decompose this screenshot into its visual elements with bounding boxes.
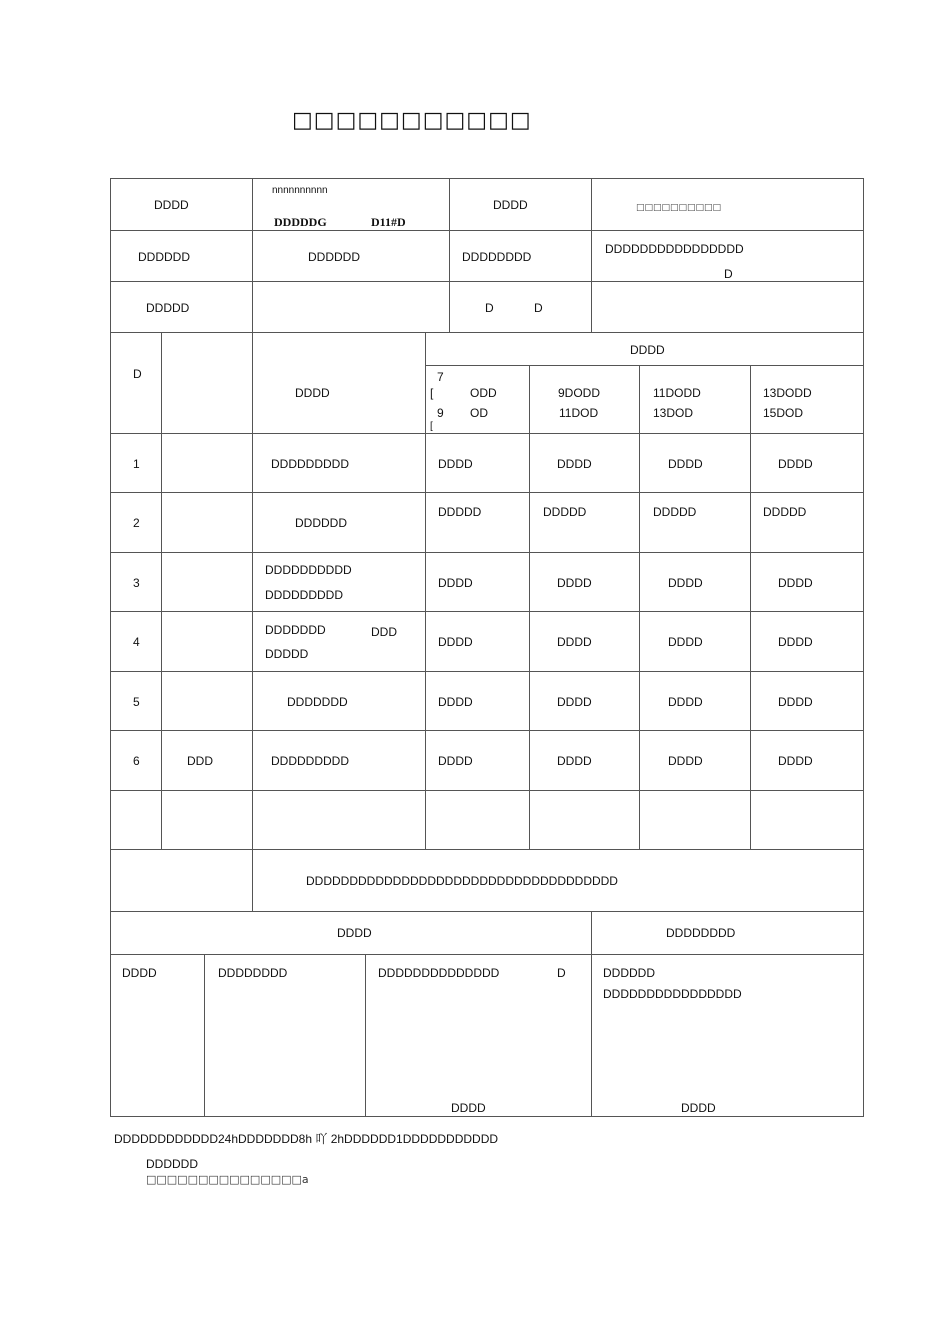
row-item: DDDDDDD: [287, 695, 348, 709]
header-cell-r1c2-b: D11#D: [371, 215, 406, 229]
row-item: DDDDDDD: [265, 623, 326, 637]
header-cell-r3c1: DDDDD: [146, 301, 190, 315]
footer-note-3: □□□□□□□□□□□□□□□a: [146, 1173, 309, 1186]
row-cell: DDDD: [778, 695, 813, 709]
row-cell: DDDD: [668, 576, 703, 590]
row-item: DDD: [371, 625, 397, 639]
no-column-label: D: [133, 367, 142, 381]
row-cell: DDDD: [557, 576, 592, 590]
sign-cell-3-a: DDDDDDDDDDDDDD: [378, 966, 500, 980]
footer-note-2: DDDDDD: [146, 1157, 198, 1171]
row-cell: DDDD: [668, 695, 703, 709]
header-cell-r1c2-a: DDDDDG: [274, 215, 327, 229]
time-col-1-d: 9: [437, 406, 444, 420]
time-col-4-b: 15DOD: [763, 406, 804, 420]
time-col-1-e: OD: [470, 406, 488, 420]
row-number: 1: [133, 457, 140, 471]
row-col2: DDD: [187, 754, 213, 768]
header-cell-r1c2-top: nnnnnnnnnn: [272, 185, 328, 196]
sign-cell-3-bottom: DDDD: [451, 1101, 486, 1115]
time-col-1-b: [: [430, 386, 434, 400]
time-col-1-a: 7: [437, 370, 444, 384]
row-item: DDDDDDDDD: [271, 457, 349, 471]
row-cell: DDDDD: [763, 505, 807, 519]
row-number: 4: [133, 635, 140, 649]
header-cell-r1c3: DDDD: [493, 198, 528, 212]
header-cell-r3c3-b: D: [534, 301, 543, 315]
row-cell: DDDD: [438, 695, 473, 709]
row-cell: DDDD: [438, 576, 473, 590]
row-cell: DDDD: [778, 635, 813, 649]
header-cell-r2c3: DDDDDDDD: [462, 250, 532, 264]
header-cell-r2c2: DDDDDD: [308, 250, 360, 264]
header-cell-r3c3-a: D: [485, 301, 494, 315]
time-col-3-b: 13DOD: [653, 406, 694, 420]
sign-left-header: DDDD: [337, 926, 372, 940]
row-cell: DDDD: [438, 457, 473, 471]
row-cell: DDDD: [557, 635, 592, 649]
row-cell: DDDD: [668, 457, 703, 471]
row-cell: DDDD: [778, 576, 813, 590]
row-number: 6: [133, 754, 140, 768]
sign-cell-3-b: D: [557, 966, 566, 980]
sign-cell-2: DDDDDDDD: [218, 966, 288, 980]
sign-right-header: DDDDDDDD: [666, 926, 736, 940]
row-cell: DDDD: [668, 635, 703, 649]
footer-note-1: DDDDDDDDDDDD24hDDDDDDD8h 吖 2hDDDDDD1DDDDDDDDDDD: [114, 1132, 499, 1146]
row-cell: DDDD: [438, 635, 473, 649]
time-col-4-a: 13DODD: [763, 386, 812, 400]
row-cell: DDDDD: [653, 505, 697, 519]
row-item: DDDDDDDDD: [265, 588, 343, 602]
time-col-2-b: 11DOD: [559, 406, 599, 420]
time-col-1-c: ODD: [470, 386, 497, 400]
sign-cell-1: DDDD: [122, 966, 157, 980]
row-cell: DDDDD: [543, 505, 587, 519]
time-col-2-a: 9DODD: [558, 386, 601, 400]
row-cell: DDDD: [557, 695, 592, 709]
sign-cell-4-b: DDDDDDDDDDDDDDDD: [603, 987, 742, 1001]
header-cell-r2c4-b: D: [724, 267, 733, 281]
row-number: 3: [133, 576, 140, 590]
sign-cell-4-bottom: DDDD: [681, 1101, 716, 1115]
row-item: DDDDD: [265, 647, 309, 661]
header-cell-r2c1: DDDDDD: [138, 250, 190, 264]
page-title: □□□□□□□□□□□: [292, 108, 532, 133]
header-cell-r2c4-a: DDDDDDDDDDDDDDDD: [605, 242, 744, 256]
sign-cell-4-a: DDDDDD: [603, 966, 655, 980]
row-number: 2: [133, 516, 140, 530]
row-cell: DDDDD: [438, 505, 482, 519]
time-col-1-f: [: [430, 421, 433, 432]
row-number: 5: [133, 695, 140, 709]
row-item: DDDDDDDDDD: [265, 563, 352, 577]
time-group-label: DDDD: [630, 343, 665, 357]
row-cell: DDDD: [438, 754, 473, 768]
row-cell: DDDD: [557, 457, 592, 471]
header-cell-r1c1: DDDD: [154, 198, 189, 212]
summary-text: DDDDDDDDDDDDDDDDDDDDDDDDDDDDDDDDDDDD: [306, 874, 618, 888]
row-cell: DDDD: [557, 754, 592, 768]
row-cell: DDDD: [778, 457, 813, 471]
row-item: DDDDDDDDD: [271, 754, 349, 768]
row-cell: DDDD: [668, 754, 703, 768]
item-column-label: DDDD: [295, 386, 330, 400]
row-item: DDDDDD: [295, 516, 347, 530]
row-cell: DDDD: [778, 754, 813, 768]
header-cell-r1c4: □□□□□□□□□□: [636, 203, 722, 213]
time-col-3-a: 11DODD: [653, 386, 701, 400]
